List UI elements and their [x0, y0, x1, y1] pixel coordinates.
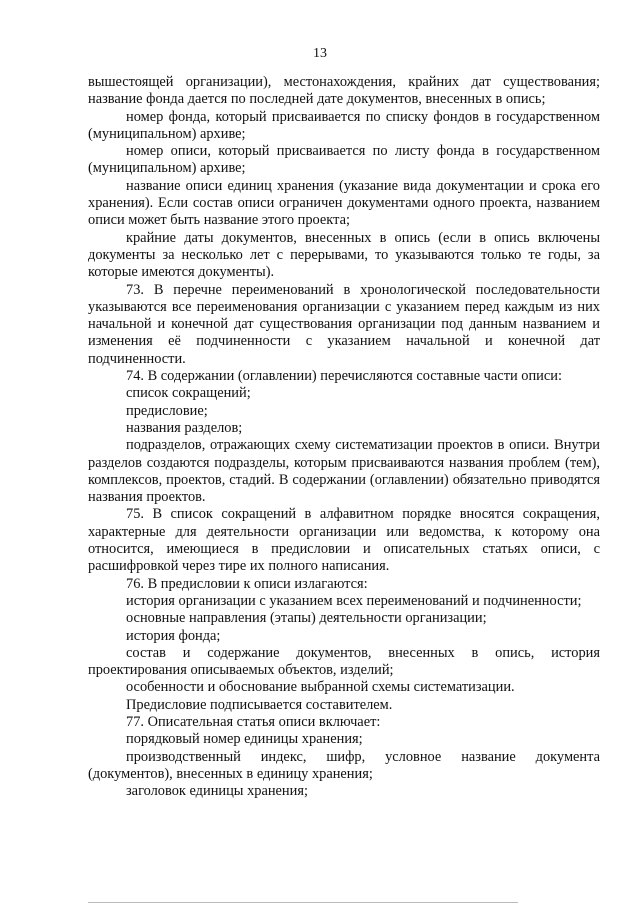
paragraph: список сокращений; — [126, 385, 251, 402]
paragraph: название описи единиц хранения (указание вида документации и срока его хранения). Если состав описи ограничен документами одного проекта, названием описи может быть название этого проекта; — [88, 177, 600, 229]
paragraph: 73. В перечне переименований в хронологической последовательности указываются все переименования организации с указанием перед каждым из них начальной и конечной дат существования организации под данным названием и изменения её подчиненности с указанием начальной и конечной дат подчиненности. — [88, 281, 600, 367]
page-bottom-rule — [88, 902, 518, 903]
paragraph: 77. Описательная статья описи включает: — [126, 713, 381, 730]
document-body — [88, 74, 600, 800]
paragraph: история фонда; — [126, 627, 221, 644]
paragraph: история организации с указанием всех переименований и подчиненности; — [126, 592, 582, 609]
paragraph: состав и содержание документов, внесенных в опись, история проектирования описываемых объектов, изделий; — [88, 644, 600, 679]
paragraph: вышестоящей организации), местонахождения, крайних дат существования; название фонда дается по последней дате документов, внесенных в опись; — [88, 74, 600, 108]
paragraph: названия разделов; — [126, 419, 243, 436]
paragraph: порядковый номер единицы хранения; — [126, 731, 363, 748]
paragraph: предисловие; — [126, 402, 208, 419]
paragraph: производственный индекс, шифр, условное название документа (документов), внесенных в единицу хранения; — [88, 748, 600, 782]
page-number: 13 — [313, 46, 327, 61]
paragraph: 74. В содержании (оглавлении) перечисляются составные части описи: — [126, 368, 562, 385]
paragraph: особенности и обоснование выбранной схемы систематизации. — [126, 679, 515, 696]
paragraph: Предисловие подписывается составителем. — [126, 696, 393, 713]
paragraph: крайние даты документов, внесенных в опись (если в опись включены документы за несколько лет с перерывами, то указываются только те годы, за которые имеются документы). — [88, 229, 600, 281]
paragraph: основные направления (этапы) деятельности организации; — [126, 610, 487, 627]
paragraph: 76. В предисловии к описи излагаются: — [126, 575, 368, 592]
paragraph: заголовок единицы хранения; — [126, 783, 308, 800]
paragraph: номер описи, который присваивается по листу фонда в государственном (муниципальном) архиве; — [88, 143, 600, 177]
paragraph: 75. В список сокращений в алфавитном порядке вносятся сокращения, характерные для деятельности организации или ведомства, к которому она относится, имеющиеся в предисловии и описательных статьях описи, с расшифровкой через тире их полного написания. — [88, 506, 600, 575]
paragraph: номер фонда, который присваивается по списку фондов в государственном (муниципальном) архиве; — [88, 108, 600, 142]
paragraph: подразделов, отражающих схему систематизации проектов в описи. Внутри разделов создаются подразделы, которым присваиваются названия проблем (тем), комплексов, проектов, стадий. В содержании (оглавлении) обязательно приводятся названия проектов. — [88, 437, 600, 506]
